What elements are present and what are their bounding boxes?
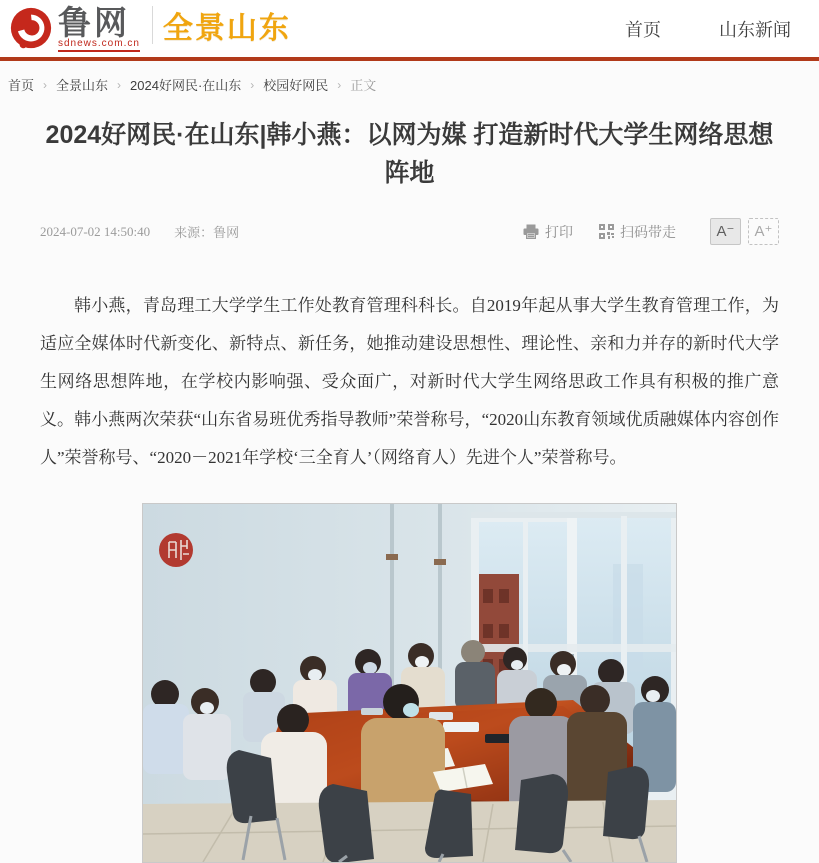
article-container bbox=[0, 116, 819, 863]
logo-section-title: 全景山东 bbox=[162, 11, 291, 45]
logo-domain: sdnews.com.cn bbox=[58, 38, 140, 52]
site-logo[interactable] bbox=[8, 3, 291, 55]
breadcrumb bbox=[0, 61, 819, 94]
publish-date: 2024-07-02 14:50:40 bbox=[40, 223, 151, 239]
logo-name: 鲁网 bbox=[58, 3, 130, 41]
nav-shandong-news[interactable]: 山东新闻 bbox=[719, 19, 791, 40]
breadcrumb-separator: › bbox=[43, 77, 48, 92]
breadcrumb-separator: › bbox=[117, 77, 122, 92]
nav-home[interactable]: 首页 bbox=[625, 19, 661, 40]
red-seal-stamp-icon bbox=[159, 533, 193, 567]
article-paragraph: 韩小燕，青岛理工大学学生工作处教育管理科科长。自2019年起从事大学生教育管理工作，为适应全媒体时代新变化、新特点、新任务，她推动建设思想性、理论性、亲和力并存的新时代大学生网络思想阵地，在学校内影响强、受众面广，对新时代大学生网络思政工作具有积极的推广意义。韩小燕两次荣获“山东省易班优秀指导教师”荣誉称号，“2020山东教育领域优质融媒体内容创作人”荣誉称号、“2020－2021年学校‘三全育人’（网络育人）先进个人”荣誉称号。 bbox=[40, 296, 779, 467]
logo-divider bbox=[152, 6, 153, 44]
qrcode-icon bbox=[599, 224, 614, 239]
print-button[interactable] bbox=[523, 222, 573, 242]
breadcrumb-separator: › bbox=[337, 77, 342, 92]
article-meta-row bbox=[40, 218, 779, 245]
article-photo bbox=[142, 503, 677, 863]
breadcrumb-campus[interactable]: 校园好网民 bbox=[263, 78, 329, 93]
scan-qr-button[interactable] bbox=[599, 222, 676, 242]
article-photo-wrap bbox=[142, 503, 677, 863]
article-body bbox=[40, 287, 779, 477]
print-label: 打印 bbox=[545, 223, 573, 240]
article-title: 2024好网民·在山东|韩小燕：以网为媒 打造新时代大学生网络思想阵地 bbox=[45, 121, 774, 187]
meeting-room-photo-illustration bbox=[143, 504, 676, 862]
breadcrumb-home[interactable]: 首页 bbox=[8, 78, 35, 93]
printer-icon bbox=[523, 224, 539, 239]
breadcrumb-panorama[interactable]: 全景山东 bbox=[56, 78, 109, 93]
breadcrumb-current: 正文 bbox=[350, 78, 377, 93]
luwang-circle-logo-icon bbox=[8, 6, 54, 52]
scan-qr-label: 扫码带走 bbox=[620, 223, 676, 240]
site-header bbox=[0, 0, 819, 57]
font-smaller-button[interactable]: A⁻ bbox=[710, 218, 741, 245]
article-source: 来源：鲁网 bbox=[174, 225, 240, 240]
breadcrumb-separator: › bbox=[250, 77, 255, 92]
top-nav bbox=[625, 16, 791, 42]
breadcrumb-good-netizen[interactable]: 2024好网民·在山东 bbox=[130, 78, 242, 93]
font-larger-button[interactable]: A⁺ bbox=[748, 218, 779, 245]
